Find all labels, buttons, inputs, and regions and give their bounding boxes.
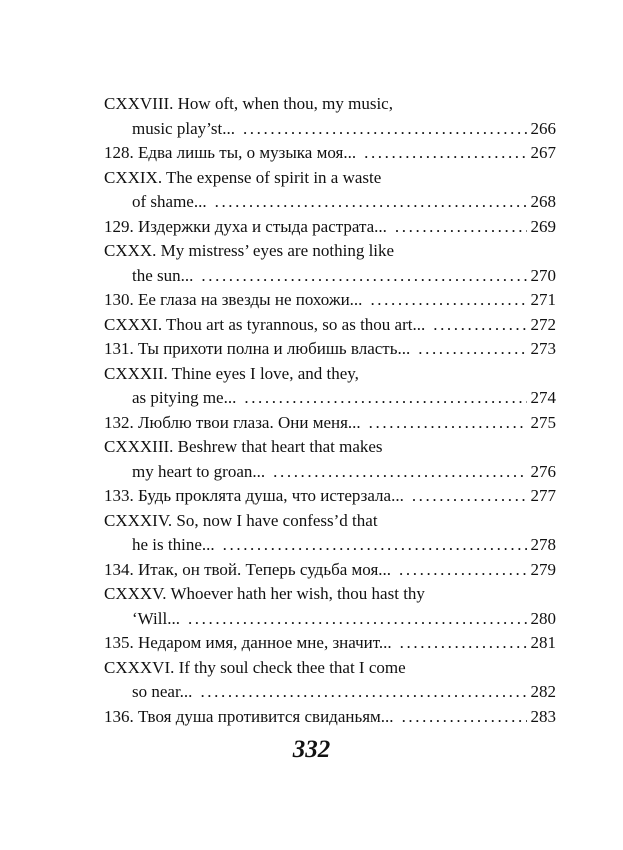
leader-dots xyxy=(201,264,526,289)
toc-entry-title: 131. Ты прихоти полна и любишь власть... xyxy=(104,339,411,358)
leader-dots xyxy=(433,313,526,338)
toc-entry[interactable] xyxy=(104,288,556,313)
toc-entry-title-line: CXXXIII. Beshrew that heart that makes xyxy=(104,437,383,456)
toc-page-ref: 282 xyxy=(530,682,556,701)
toc-page-ref: 272 xyxy=(530,314,556,334)
leader-dots xyxy=(273,460,526,485)
leader-dots xyxy=(395,215,527,240)
toc-entry[interactable] xyxy=(104,484,556,509)
leader-dots xyxy=(200,680,526,705)
toc-entry[interactable] xyxy=(104,435,556,484)
leader-dots xyxy=(412,484,527,509)
toc-entry-title: he is thine... xyxy=(132,535,215,554)
toc-entry-title-line: CXXXV. Whoever hath her wish, thou hast thy xyxy=(104,584,425,603)
toc-entry-title: so near... xyxy=(132,682,193,701)
leader-dots xyxy=(215,190,527,215)
toc-entry-title-line: CXXX. My mistress’ eyes are nothing like xyxy=(104,241,395,260)
toc-entry-title: CXXXI. Thou art as tyrannous, so as thou art... xyxy=(104,314,426,334)
toc-page-ref: 273 xyxy=(530,339,556,358)
leader-dots xyxy=(223,533,527,558)
toc-page-ref: 277 xyxy=(530,486,556,505)
toc-page-ref: 278 xyxy=(530,535,556,554)
toc-entry[interactable] xyxy=(104,215,556,240)
toc-entry[interactable] xyxy=(104,313,556,338)
toc-page-ref: 276 xyxy=(530,461,556,481)
toc-entry-title: 134. Итак, он твой. Теперь судьба моя... xyxy=(104,559,392,579)
leader-dots xyxy=(243,117,527,142)
toc-entry-title: 136. Твоя душа противится свиданьям... xyxy=(104,706,394,726)
toc-entry-title: 129. Издержки духа и стыда растрата... xyxy=(104,216,387,236)
leader-dots xyxy=(418,337,526,362)
toc-page-ref: 271 xyxy=(530,290,556,309)
toc-entry-title: of shame... xyxy=(132,192,207,211)
toc-entry-title: 132. Люблю твои глаза. Они меня... xyxy=(104,412,361,432)
toc-entry-title: as pitying me... xyxy=(132,388,237,407)
toc-entry[interactable] xyxy=(104,558,556,583)
toc-page-ref: 274 xyxy=(530,388,556,407)
toc-entry-title: 133. Будь проклята душа, что истерзала... xyxy=(104,486,404,505)
toc-entry[interactable] xyxy=(104,582,556,631)
toc-entry-title: 130. Ее глаза на звезды не похожи... xyxy=(104,290,363,309)
toc-entry-title: music play’st... xyxy=(132,118,235,138)
toc-entry-title-line: CXXXII. Thine eyes I love, and they, xyxy=(104,363,359,383)
toc-entry[interactable] xyxy=(104,705,556,730)
toc-entry-title-line: CXXXIV. So, now I have confess’d that xyxy=(104,510,378,530)
leader-dots xyxy=(369,411,527,436)
toc-page-ref: 270 xyxy=(530,265,556,285)
toc-page-ref: 279 xyxy=(530,559,556,579)
toc-page-ref: 283 xyxy=(530,706,556,726)
toc-entry[interactable] xyxy=(104,239,556,288)
toc-page-ref: 281 xyxy=(530,633,556,652)
leader-dots xyxy=(370,288,526,313)
toc-entry[interactable] xyxy=(104,631,556,656)
toc-page-ref: 280 xyxy=(530,608,556,628)
toc-page-ref: 267 xyxy=(530,143,556,162)
toc-page-ref: 275 xyxy=(530,412,556,432)
toc-page-ref: 269 xyxy=(530,216,556,236)
toc-entry[interactable] xyxy=(104,509,556,558)
toc-entry-title-line: CXXIX. The expense of spirit in a waste xyxy=(104,167,382,187)
leader-dots xyxy=(188,607,527,632)
toc-entry[interactable] xyxy=(104,656,556,705)
toc-entry-title: ‘Will... xyxy=(132,608,180,628)
toc-entry-title-line: CXXVIII. How oft, when thou, my music, xyxy=(104,94,393,113)
toc-page-ref: 266 xyxy=(530,118,556,138)
table-of-contents xyxy=(104,92,556,729)
toc-entry[interactable] xyxy=(104,141,556,166)
toc-entry[interactable] xyxy=(104,166,556,215)
toc-page-ref: 268 xyxy=(530,192,556,211)
toc-entry[interactable] xyxy=(104,337,556,362)
page-number: 332 xyxy=(292,736,331,763)
toc-entry[interactable] xyxy=(104,362,556,411)
toc-entry-title-line: CXXXVI. If thy soul check thee that I come xyxy=(104,657,406,677)
toc-entry-title: 135. Недаром имя, данное мне, значит... xyxy=(104,633,392,652)
toc-entry[interactable] xyxy=(104,92,556,141)
toc-entry-title: the sun... xyxy=(132,265,194,285)
leader-dots xyxy=(399,558,526,583)
leader-dots xyxy=(364,141,526,166)
toc-entry[interactable] xyxy=(104,411,556,436)
toc-entry-title: 128. Едва лишь ты, о музыка моя... xyxy=(104,143,357,162)
leader-dots xyxy=(402,705,527,730)
leader-dots xyxy=(400,631,527,656)
toc-entry-title: my heart to groan... xyxy=(132,461,266,481)
leader-dots xyxy=(244,386,526,411)
